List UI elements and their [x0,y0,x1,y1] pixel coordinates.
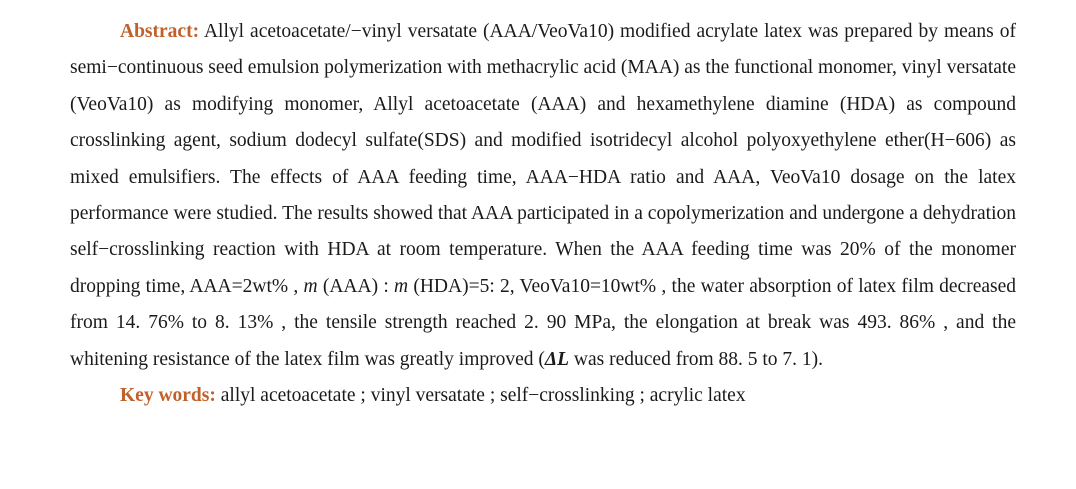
abstract-text-2: (AAA) : [317,275,395,297]
mass-symbol-2: m [394,275,409,297]
keywords-paragraph [70,378,1016,414]
abstract-paragraph [70,14,1016,378]
delta-l-symbol: ΔL [544,348,570,370]
keywords-label: Key words: [120,385,216,407]
abstract-text-4: was reduced from 88. 5 to 7. 1). [569,348,824,370]
mass-symbol-1: m [303,275,318,297]
keywords-text: allyl acetoacetate ; vinyl versatate ; self−crosslinking ; acrylic latex [215,385,746,407]
abstract-text-3: (HDA)=5: 2, VeoVa10=10wt% , the water absorption of latex film decreased from 14. 76% to 8. 13% , the tensile strength reached 2. 90 MPa, the elongation at break was 493. 86% , and the whitening resistance of the latex film was greatly improved ( [70,275,1017,370]
abstract-text-1: Allyl acetoacetate/−vinyl versatate (AAA/VeoVa10) modified acrylate latex was prepared by means of semi−continuous seed emulsion polymerization with methacrylic acid (MAA) as the functional monomer, vinyl versatate (VeoVa10) as modifying monomer, Allyl acetoacetate (AAA) and hexamethylene diamine (HDA) as compound crosslinking agent, sodium dodecyl sulfate(SDS) and modified isotridecyl alcohol polyoxyethylene ether(H−606) as mixed emulsifiers. The effects of AAA feeding time, AAA−HDA ratio and AAA, VeoVa10 dosage on the latex performance were studied. The results showed that AAA participated in a copolymerization and undergone a dehydration self−crosslinking reaction with HDA at room temperature. When the AAA feeding time was 20% of the monomer dropping time, AAA=2wt% , [70,21,1016,297]
abstract-label: Abstract: [120,21,200,42]
